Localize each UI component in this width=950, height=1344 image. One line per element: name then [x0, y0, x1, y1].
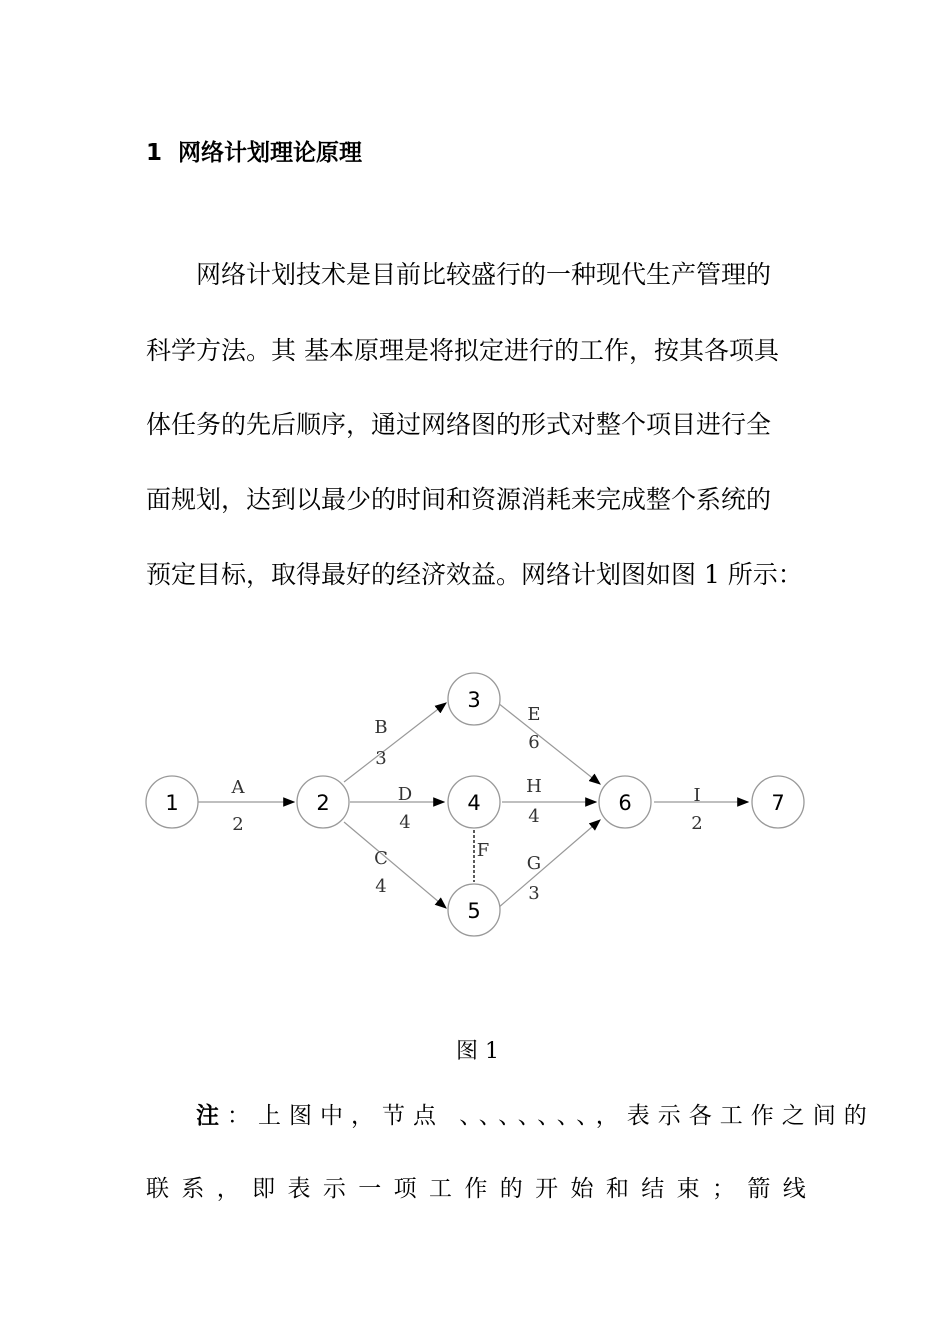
note-char: 始: [570, 1176, 594, 1202]
edge-label-F-name: F: [476, 840, 490, 861]
svg-text:4: 4: [467, 791, 481, 815]
node-4: [448, 776, 500, 828]
figure-caption: 图 1: [456, 1039, 499, 1064]
paragraph-line: 科学方法。其 基本原理是将拟定进行的工作，按其各项具: [146, 336, 779, 365]
edge-E: [498, 703, 600, 784]
section-number: 1: [146, 140, 163, 166]
note-char: 项: [393, 1176, 417, 1202]
note-char: 示: [322, 1176, 346, 1202]
node-1: [146, 776, 198, 828]
note-char: 即: [252, 1176, 276, 1202]
svg-text:2: 2: [316, 791, 330, 815]
paragraph-line: 网络计划技术是目前比较盛行的一种现代生产管理的: [196, 260, 772, 289]
edge-label-E-name: E: [527, 704, 541, 725]
edge-label-C-duration: 4: [375, 876, 387, 897]
paragraph-line: 预定目标，取得最好的经济效益。网络计划图如图 1 所示：: [146, 560, 803, 589]
note-text: ：上图中，节点 、、、、、、、，表示各工作之间的: [227, 1103, 875, 1129]
edge-label-I-duration: 2: [691, 813, 703, 834]
edge-label-H-name: H: [526, 776, 542, 797]
edge-label-E-duration: 6: [528, 732, 540, 753]
note-char: 线: [782, 1176, 806, 1202]
node-2: [297, 776, 349, 828]
svg-text:3: 3: [467, 688, 481, 712]
note-char: ，: [216, 1176, 240, 1202]
edge-label-G-name: G: [526, 853, 542, 874]
edge-label-G-duration: 3: [528, 883, 540, 904]
svg-text:7: 7: [771, 791, 785, 815]
edge-G: [498, 820, 600, 908]
edge-label-D-duration: 4: [399, 812, 411, 833]
note-char: 结: [641, 1176, 665, 1202]
paragraph-line: 体任务的先后顺序，通过网络图的形式对整个项目进行全: [146, 410, 772, 439]
edge-label-B-name: B: [374, 717, 388, 738]
edge-C: [344, 822, 446, 908]
note-char: 一: [358, 1176, 382, 1202]
edge-label-D-name: D: [397, 784, 413, 805]
svg-text:6: 6: [618, 791, 632, 815]
note-char: 系: [181, 1176, 205, 1202]
edge-label-B-duration: 3: [375, 748, 387, 769]
note-char: 工: [429, 1176, 452, 1202]
note-char: 表: [287, 1176, 311, 1202]
note-char: 束: [676, 1176, 700, 1202]
edge-label-A-name: A: [231, 777, 245, 798]
paragraph-line: 面规划，达到以最少的时间和资源消耗来完成整个系统的: [146, 485, 772, 514]
node-6: [599, 776, 651, 828]
edge-label-C-name: C: [374, 848, 388, 869]
edge-B: [344, 703, 446, 782]
note-char: 开: [535, 1176, 559, 1202]
note-char: 的: [499, 1176, 523, 1202]
note-char: 作: [464, 1176, 488, 1202]
note-line-2: [146, 1170, 806, 1203]
edge-label-H-duration: 4: [528, 806, 540, 827]
node-7: [752, 776, 804, 828]
note-char: 和: [605, 1176, 629, 1202]
node-3: [448, 673, 500, 725]
edge-label-I-name: I: [693, 785, 701, 806]
note-char: 箭: [747, 1176, 771, 1202]
node-5: [448, 884, 500, 936]
svg-text:5: 5: [467, 899, 481, 923]
note-label: 注: [196, 1102, 227, 1129]
svg-text:1: 1: [165, 791, 179, 815]
section-heading: [146, 134, 362, 167]
section-title: 网络计划理论原理: [178, 140, 362, 166]
note-char: ；: [712, 1176, 735, 1202]
network-diagram: [0, 660, 950, 960]
note-line-1: [196, 1097, 875, 1130]
edge-label-A-duration: 2: [232, 814, 244, 835]
note-char: 联: [146, 1176, 169, 1202]
